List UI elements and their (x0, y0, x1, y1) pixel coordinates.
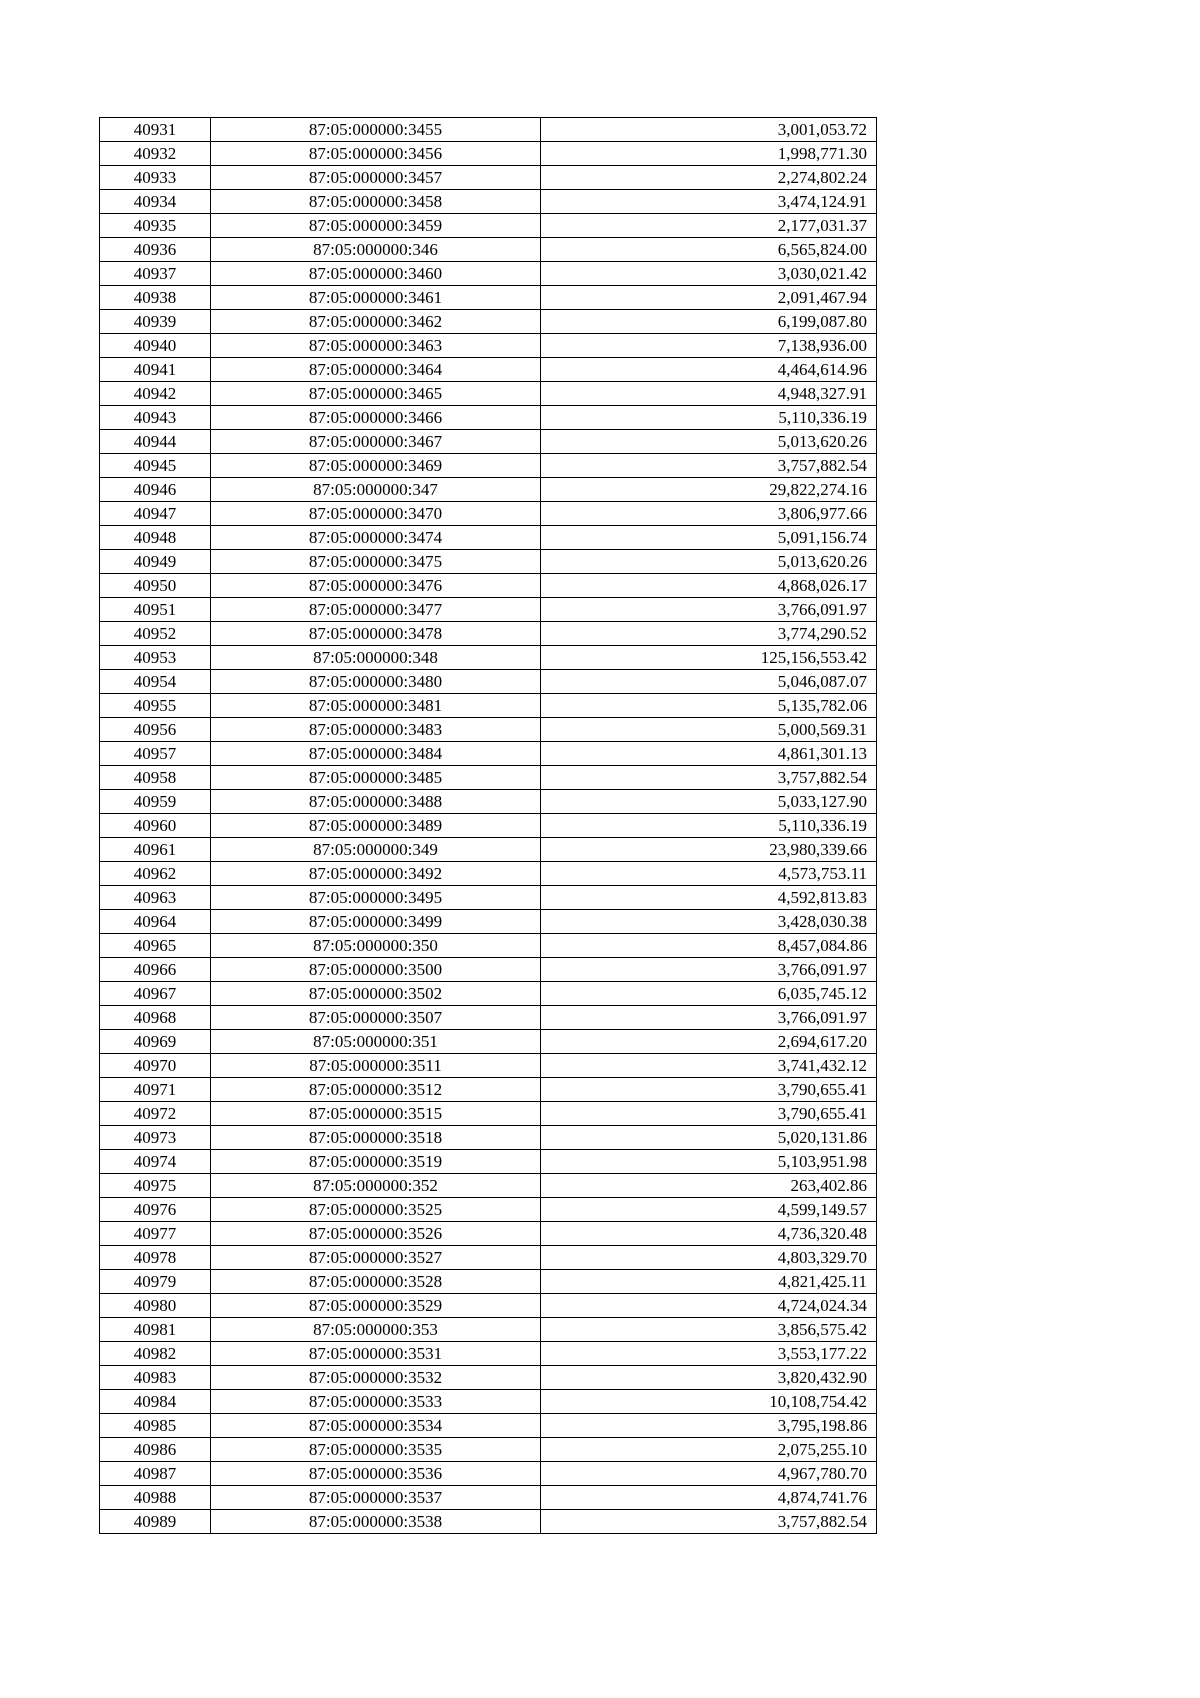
row-number-cell: 40980 (100, 1294, 211, 1318)
table-row (100, 310, 877, 334)
value-cell: 7,138,936.00 (541, 334, 877, 358)
table-row (100, 814, 877, 838)
row-number-cell: 40947 (100, 502, 211, 526)
table-row (100, 766, 877, 790)
cadastral-number-cell: 87:05:000000:3488 (211, 790, 541, 814)
value-cell: 4,967,780.70 (541, 1462, 877, 1486)
cadastral-number-cell: 87:05:000000:3470 (211, 502, 541, 526)
table-row (100, 1006, 877, 1030)
cadastral-number-cell: 87:05:000000:3507 (211, 1006, 541, 1030)
value-cell: 6,199,087.80 (541, 310, 877, 334)
row-number-cell: 40938 (100, 286, 211, 310)
value-cell: 3,766,091.97 (541, 1006, 877, 1030)
row-number-cell: 40953 (100, 646, 211, 670)
value-cell: 1,998,771.30 (541, 142, 877, 166)
cadastral-number-cell: 87:05:000000:3527 (211, 1246, 541, 1270)
table-row (100, 910, 877, 934)
row-number-cell: 40952 (100, 622, 211, 646)
row-number-cell: 40976 (100, 1198, 211, 1222)
table-row (100, 214, 877, 238)
cadastral-number-cell: 87:05:000000:3460 (211, 262, 541, 286)
value-cell: 3,428,030.38 (541, 910, 877, 934)
table-row (100, 1390, 877, 1414)
row-number-cell: 40969 (100, 1030, 211, 1054)
table-row (100, 790, 877, 814)
cadastral-number-cell: 87:05:000000:3489 (211, 814, 541, 838)
cadastral-value-table (99, 117, 877, 1534)
row-number-cell: 40984 (100, 1390, 211, 1414)
table-row (100, 1198, 877, 1222)
row-number-cell: 40986 (100, 1438, 211, 1462)
cadastral-number-cell: 87:05:000000:3511 (211, 1054, 541, 1078)
table-row (100, 958, 877, 982)
row-number-cell: 40970 (100, 1054, 211, 1078)
value-cell: 3,774,290.52 (541, 622, 877, 646)
value-cell: 3,790,655.41 (541, 1102, 877, 1126)
table-row (100, 1222, 877, 1246)
table-row (100, 358, 877, 382)
value-cell: 3,790,655.41 (541, 1078, 877, 1102)
row-number-cell: 40944 (100, 430, 211, 454)
value-cell: 2,075,255.10 (541, 1438, 877, 1462)
cadastral-number-cell: 87:05:000000:352 (211, 1174, 541, 1198)
row-number-cell: 40961 (100, 838, 211, 862)
value-cell: 5,033,127.90 (541, 790, 877, 814)
value-cell: 5,103,951.98 (541, 1150, 877, 1174)
cadastral-number-cell: 87:05:000000:3463 (211, 334, 541, 358)
value-cell: 4,599,149.57 (541, 1198, 877, 1222)
row-number-cell: 40934 (100, 190, 211, 214)
value-cell: 125,156,553.42 (541, 646, 877, 670)
cadastral-number-cell: 87:05:000000:3500 (211, 958, 541, 982)
value-cell: 5,091,156.74 (541, 526, 877, 550)
row-number-cell: 40982 (100, 1342, 211, 1366)
cadastral-number-cell: 87:05:000000:3477 (211, 598, 541, 622)
table-row (100, 670, 877, 694)
value-cell: 4,464,614.96 (541, 358, 877, 382)
table-row (100, 982, 877, 1006)
table-row (100, 406, 877, 430)
cadastral-number-cell: 87:05:000000:351 (211, 1030, 541, 1054)
value-cell: 3,001,053.72 (541, 118, 877, 142)
cadastral-number-cell: 87:05:000000:3481 (211, 694, 541, 718)
table-row (100, 718, 877, 742)
row-number-cell: 40968 (100, 1006, 211, 1030)
row-number-cell: 40935 (100, 214, 211, 238)
cadastral-number-cell: 87:05:000000:3538 (211, 1510, 541, 1534)
cadastral-number-cell: 87:05:000000:3485 (211, 766, 541, 790)
value-cell: 2,091,467.94 (541, 286, 877, 310)
cadastral-number-cell: 87:05:000000:3518 (211, 1126, 541, 1150)
row-number-cell: 40955 (100, 694, 211, 718)
cadastral-number-cell: 87:05:000000:350 (211, 934, 541, 958)
cadastral-number-cell: 87:05:000000:3502 (211, 982, 541, 1006)
table-row (100, 430, 877, 454)
value-cell: 263,402.86 (541, 1174, 877, 1198)
row-number-cell: 40954 (100, 670, 211, 694)
cadastral-number-cell: 87:05:000000:346 (211, 238, 541, 262)
cadastral-number-cell: 87:05:000000:3461 (211, 286, 541, 310)
row-number-cell: 40977 (100, 1222, 211, 1246)
cadastral-number-cell: 87:05:000000:3512 (211, 1078, 541, 1102)
table-row (100, 1174, 877, 1198)
value-cell: 5,110,336.19 (541, 814, 877, 838)
table-row (100, 1294, 877, 1318)
value-cell: 2,694,617.20 (541, 1030, 877, 1054)
table-row (100, 1126, 877, 1150)
table-row (100, 886, 877, 910)
cadastral-number-cell: 87:05:000000:3495 (211, 886, 541, 910)
value-cell: 5,046,087.07 (541, 670, 877, 694)
cadastral-number-cell: 87:05:000000:3531 (211, 1342, 541, 1366)
cadastral-number-cell: 87:05:000000:3464 (211, 358, 541, 382)
cadastral-number-cell: 87:05:000000:3465 (211, 382, 541, 406)
row-number-cell: 40959 (100, 790, 211, 814)
row-number-cell: 40962 (100, 862, 211, 886)
row-number-cell: 40988 (100, 1486, 211, 1510)
value-cell: 23,980,339.66 (541, 838, 877, 862)
table-row (100, 550, 877, 574)
cadastral-number-cell: 87:05:000000:349 (211, 838, 541, 862)
cadastral-number-cell: 87:05:000000:3484 (211, 742, 541, 766)
cadastral-number-cell: 87:05:000000:353 (211, 1318, 541, 1342)
row-number-cell: 40933 (100, 166, 211, 190)
value-cell: 4,874,741.76 (541, 1486, 877, 1510)
cadastral-number-cell: 87:05:000000:3492 (211, 862, 541, 886)
cadastral-number-cell: 87:05:000000:3480 (211, 670, 541, 694)
value-cell: 3,030,021.42 (541, 262, 877, 286)
value-cell: 29,822,274.16 (541, 478, 877, 502)
table-row (100, 1414, 877, 1438)
value-cell: 4,592,813.83 (541, 886, 877, 910)
table-row (100, 574, 877, 598)
table-row (100, 838, 877, 862)
value-cell: 3,766,091.97 (541, 958, 877, 982)
table-row (100, 166, 877, 190)
cadastral-number-cell: 87:05:000000:3456 (211, 142, 541, 166)
table-row (100, 1462, 877, 1486)
table-row (100, 1366, 877, 1390)
value-cell: 5,013,620.26 (541, 550, 877, 574)
table-row (100, 382, 877, 406)
value-cell: 4,821,425.11 (541, 1270, 877, 1294)
row-number-cell: 40936 (100, 238, 211, 262)
cadastral-number-cell: 87:05:000000:3533 (211, 1390, 541, 1414)
row-number-cell: 40987 (100, 1462, 211, 1486)
value-cell: 4,724,024.34 (541, 1294, 877, 1318)
table-row (100, 1030, 877, 1054)
row-number-cell: 40957 (100, 742, 211, 766)
table-row (100, 694, 877, 718)
cadastral-number-cell: 87:05:000000:3528 (211, 1270, 541, 1294)
row-number-cell: 40989 (100, 1510, 211, 1534)
table-row (100, 862, 877, 886)
row-number-cell: 40974 (100, 1150, 211, 1174)
row-number-cell: 40943 (100, 406, 211, 430)
value-cell: 3,553,177.22 (541, 1342, 877, 1366)
cadastral-number-cell: 87:05:000000:3519 (211, 1150, 541, 1174)
cadastral-number-cell: 87:05:000000:3455 (211, 118, 541, 142)
value-cell: 3,820,432.90 (541, 1366, 877, 1390)
cadastral-number-cell: 87:05:000000:348 (211, 646, 541, 670)
row-number-cell: 40958 (100, 766, 211, 790)
row-number-cell: 40979 (100, 1270, 211, 1294)
table-row (100, 286, 877, 310)
value-cell: 6,035,745.12 (541, 982, 877, 1006)
table-row (100, 142, 877, 166)
cadastral-number-cell: 87:05:000000:3466 (211, 406, 541, 430)
row-number-cell: 40948 (100, 526, 211, 550)
table-row (100, 1054, 877, 1078)
value-cell: 3,806,977.66 (541, 502, 877, 526)
value-cell: 3,795,198.86 (541, 1414, 877, 1438)
cadastral-number-cell: 87:05:000000:3537 (211, 1486, 541, 1510)
row-number-cell: 40931 (100, 118, 211, 142)
cadastral-number-cell: 87:05:000000:3476 (211, 574, 541, 598)
value-cell: 6,565,824.00 (541, 238, 877, 262)
value-cell: 5,013,620.26 (541, 430, 877, 454)
table-row (100, 1270, 877, 1294)
value-cell: 4,736,320.48 (541, 1222, 877, 1246)
cadastral-number-cell: 87:05:000000:3474 (211, 526, 541, 550)
value-cell: 4,861,301.13 (541, 742, 877, 766)
cadastral-number-cell: 87:05:000000:3459 (211, 214, 541, 238)
row-number-cell: 40975 (100, 1174, 211, 1198)
cadastral-number-cell: 87:05:000000:347 (211, 478, 541, 502)
table-row (100, 1486, 877, 1510)
row-number-cell: 40941 (100, 358, 211, 382)
row-number-cell: 40956 (100, 718, 211, 742)
cadastral-number-cell: 87:05:000000:3483 (211, 718, 541, 742)
row-number-cell: 40960 (100, 814, 211, 838)
value-cell: 4,803,329.70 (541, 1246, 877, 1270)
table-row (100, 598, 877, 622)
value-cell: 5,135,782.06 (541, 694, 877, 718)
cadastral-number-cell: 87:05:000000:3469 (211, 454, 541, 478)
cadastral-number-cell: 87:05:000000:3535 (211, 1438, 541, 1462)
value-cell: 3,757,882.54 (541, 454, 877, 478)
table-row (100, 478, 877, 502)
value-cell: 3,766,091.97 (541, 598, 877, 622)
table-row (100, 526, 877, 550)
row-number-cell: 40949 (100, 550, 211, 574)
cadastral-number-cell: 87:05:000000:3532 (211, 1366, 541, 1390)
table-row (100, 190, 877, 214)
table-row (100, 1510, 877, 1534)
row-number-cell: 40967 (100, 982, 211, 1006)
value-cell: 3,474,124.91 (541, 190, 877, 214)
cadastral-number-cell: 87:05:000000:3526 (211, 1222, 541, 1246)
table-row (100, 934, 877, 958)
value-cell: 3,741,432.12 (541, 1054, 877, 1078)
cadastral-number-cell: 87:05:000000:3457 (211, 166, 541, 190)
table-row (100, 742, 877, 766)
table-row (100, 1246, 877, 1270)
row-number-cell: 40971 (100, 1078, 211, 1102)
cadastral-number-cell: 87:05:000000:3534 (211, 1414, 541, 1438)
cadastral-number-cell: 87:05:000000:3529 (211, 1294, 541, 1318)
value-cell: 3,757,882.54 (541, 766, 877, 790)
row-number-cell: 40950 (100, 574, 211, 598)
value-cell: 8,457,084.86 (541, 934, 877, 958)
row-number-cell: 40983 (100, 1366, 211, 1390)
cadastral-number-cell: 87:05:000000:3536 (211, 1462, 541, 1486)
value-cell: 10,108,754.42 (541, 1390, 877, 1414)
row-number-cell: 40985 (100, 1414, 211, 1438)
table-row (100, 622, 877, 646)
table-row (100, 1438, 877, 1462)
value-cell: 4,948,327.91 (541, 382, 877, 406)
row-number-cell: 40937 (100, 262, 211, 286)
table-row (100, 1102, 877, 1126)
row-number-cell: 40951 (100, 598, 211, 622)
value-cell: 5,000,569.31 (541, 718, 877, 742)
value-cell: 4,868,026.17 (541, 574, 877, 598)
row-number-cell: 40946 (100, 478, 211, 502)
row-number-cell: 40972 (100, 1102, 211, 1126)
row-number-cell: 40945 (100, 454, 211, 478)
value-cell: 4,573,753.11 (541, 862, 877, 886)
row-number-cell: 40939 (100, 310, 211, 334)
table-row (100, 1318, 877, 1342)
table-row (100, 334, 877, 358)
table-row (100, 262, 877, 286)
cadastral-number-cell: 87:05:000000:3458 (211, 190, 541, 214)
row-number-cell: 40966 (100, 958, 211, 982)
row-number-cell: 40981 (100, 1318, 211, 1342)
cadastral-number-cell: 87:05:000000:3475 (211, 550, 541, 574)
row-number-cell: 40964 (100, 910, 211, 934)
cadastral-number-cell: 87:05:000000:3467 (211, 430, 541, 454)
row-number-cell: 40965 (100, 934, 211, 958)
table-row (100, 502, 877, 526)
row-number-cell: 40973 (100, 1126, 211, 1150)
cadastral-number-cell: 87:05:000000:3515 (211, 1102, 541, 1126)
cadastral-number-cell: 87:05:000000:3478 (211, 622, 541, 646)
table-row (100, 454, 877, 478)
value-cell: 5,110,336.19 (541, 406, 877, 430)
table-row (100, 118, 877, 142)
row-number-cell: 40932 (100, 142, 211, 166)
value-cell: 2,274,802.24 (541, 166, 877, 190)
table-row (100, 1078, 877, 1102)
table-row (100, 1342, 877, 1366)
row-number-cell: 40940 (100, 334, 211, 358)
value-cell: 2,177,031.37 (541, 214, 877, 238)
value-cell: 5,020,131.86 (541, 1126, 877, 1150)
row-number-cell: 40978 (100, 1246, 211, 1270)
table-row (100, 238, 877, 262)
value-cell: 3,757,882.54 (541, 1510, 877, 1534)
table-row (100, 646, 877, 670)
cadastral-number-cell: 87:05:000000:3525 (211, 1198, 541, 1222)
cadastral-number-cell: 87:05:000000:3499 (211, 910, 541, 934)
table-body (100, 118, 877, 1534)
row-number-cell: 40942 (100, 382, 211, 406)
value-cell: 3,856,575.42 (541, 1318, 877, 1342)
cadastral-number-cell: 87:05:000000:3462 (211, 310, 541, 334)
row-number-cell: 40963 (100, 886, 211, 910)
table-row (100, 1150, 877, 1174)
